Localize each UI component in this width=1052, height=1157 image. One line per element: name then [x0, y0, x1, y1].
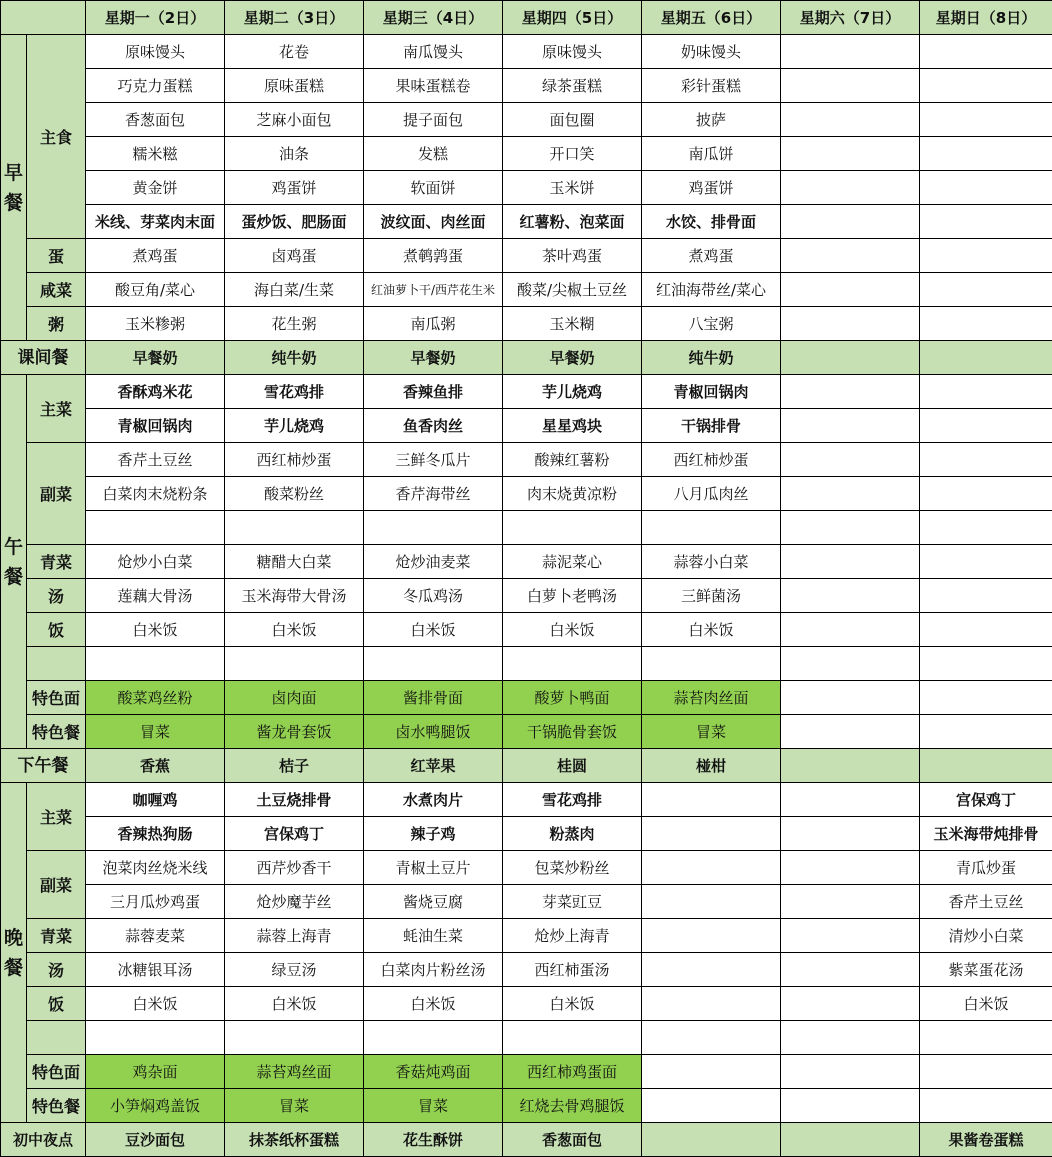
meal-label-snack-pm: 下午餐: [1, 749, 86, 783]
menu-cell: [781, 409, 920, 443]
menu-cell: 三鲜菌汤: [642, 579, 781, 613]
menu-cell: 雪花鸡排: [225, 375, 364, 409]
menu-cell: 原味馒头: [503, 35, 642, 69]
menu-cell: 南瓜馒头: [364, 35, 503, 69]
table-row: [1, 443, 1052, 477]
menu-cell: 巧克力蛋糕: [86, 69, 225, 103]
menu-cell: 香菇炖鸡面: [364, 1055, 503, 1089]
menu-cell: 紫菜蛋花汤: [920, 953, 1052, 987]
menu-cell: 波纹面、肉丝面: [364, 205, 503, 239]
table-row: [1, 579, 1052, 613]
category-label: 青菜: [27, 919, 86, 953]
menu-cell: 玉米糊: [503, 307, 642, 341]
menu-cell: [86, 1021, 225, 1055]
menu-cell: 香芹土豆丝: [920, 885, 1052, 919]
menu-cell: 蒜蓉麦菜: [86, 919, 225, 953]
menu-cell: 蒜苔肉丝面: [642, 681, 781, 715]
menu-cell: 花生粥: [225, 307, 364, 341]
menu-cell: 青椒回锅肉: [86, 409, 225, 443]
menu-cell: 白米饭: [364, 613, 503, 647]
menu-cell: 早餐奶: [364, 341, 503, 375]
table-row: [1, 103, 1052, 137]
category-label: 粥: [27, 307, 86, 341]
menu-cell: 炝炒上海青: [503, 919, 642, 953]
menu-cell: 红油萝卜干/西芹花生米: [364, 273, 503, 307]
day-header: 星期一（2日）: [86, 1, 225, 35]
menu-cell: 卤肉面: [225, 681, 364, 715]
menu-cell: 香辣热狗肠: [86, 817, 225, 851]
menu-cell: 蚝油生菜: [364, 919, 503, 953]
meal-label-breakfast: 早餐: [1, 35, 27, 341]
menu-cell: 八月瓜肉丝: [642, 477, 781, 511]
menu-cell: [781, 35, 920, 69]
menu-cell: 鱼香肉丝: [364, 409, 503, 443]
table-row: [1, 35, 1052, 69]
menu-cell: 早餐奶: [503, 341, 642, 375]
menu-cell: [781, 1055, 920, 1089]
menu-cell: [920, 307, 1052, 341]
menu-cell: 土豆烧排骨: [225, 783, 364, 817]
menu-cell: [920, 443, 1052, 477]
menu-cell: [642, 919, 781, 953]
menu-cell: 雪花鸡排: [503, 783, 642, 817]
day-header: 星期四（5日）: [503, 1, 642, 35]
menu-cell: [642, 1089, 781, 1123]
menu-cell: [920, 749, 1052, 783]
menu-cell: 青椒土豆片: [364, 851, 503, 885]
table-row: [1, 919, 1052, 953]
menu-cell: 芝麻小面包: [225, 103, 364, 137]
table-row: [1, 307, 1052, 341]
menu-cell: [642, 783, 781, 817]
menu-cell: 香酥鸡米花: [86, 375, 225, 409]
menu-cell: [920, 613, 1052, 647]
menu-cell: 辣子鸡: [364, 817, 503, 851]
menu-cell: [781, 205, 920, 239]
menu-cell: 香芹土豆丝: [86, 443, 225, 477]
menu-cell: 冰糖银耳汤: [86, 953, 225, 987]
menu-cell: 煮鹌鹑蛋: [364, 239, 503, 273]
menu-cell: 白菜肉片粉丝汤: [364, 953, 503, 987]
menu-cell: 奶味馒头: [642, 35, 781, 69]
menu-cell: [781, 919, 920, 953]
menu-cell: [920, 273, 1052, 307]
menu-cell: 咖喱鸡: [86, 783, 225, 817]
menu-cell: 米线、芽菜肉末面: [86, 205, 225, 239]
menu-cell: [781, 1089, 920, 1123]
menu-cell: [781, 477, 920, 511]
table-row: [1, 783, 1052, 817]
menu-cell: 冒菜: [642, 715, 781, 749]
meal-label-dinner: 晚餐: [1, 783, 27, 1123]
menu-cell: 粉蒸肉: [503, 817, 642, 851]
menu-cell: 冒菜: [364, 1089, 503, 1123]
menu-cell: 原味蛋糕: [225, 69, 364, 103]
menu-cell: [781, 69, 920, 103]
menu-cell: 西芹炒香干: [225, 851, 364, 885]
menu-cell: [642, 817, 781, 851]
menu-cell: [781, 341, 920, 375]
menu-cell: [86, 511, 225, 545]
menu-cell: [225, 647, 364, 681]
menu-cell: 西红柿炒蛋: [642, 443, 781, 477]
menu-cell: 早餐奶: [86, 341, 225, 375]
menu-cell: 煮鸡蛋: [642, 239, 781, 273]
table-row: [1, 375, 1052, 409]
menu-cell: 冒菜: [86, 715, 225, 749]
menu-cell: 白菜肉末烧粉条: [86, 477, 225, 511]
menu-cell: [781, 239, 920, 273]
menu-cell: 芋儿烧鸡: [503, 375, 642, 409]
menu-cell: 椪柑: [642, 749, 781, 783]
menu-cell: 白米饭: [920, 987, 1052, 1021]
menu-cell: 彩针蛋糕: [642, 69, 781, 103]
menu-cell: 香芹海带丝: [364, 477, 503, 511]
menu-cell: [642, 1021, 781, 1055]
menu-cell: [642, 1055, 781, 1089]
menu-cell: 酸菜粉丝: [225, 477, 364, 511]
table-row: [1, 749, 1052, 783]
table-row: [1, 511, 1052, 545]
meal-label-snack-am: 课间餐: [1, 341, 86, 375]
category-label: 主食: [27, 35, 86, 239]
menu-cell: 酸菜鸡丝粉: [86, 681, 225, 715]
menu-cell: 白萝卜老鸭汤: [503, 579, 642, 613]
table-row: [1, 647, 1052, 681]
menu-cell: [781, 375, 920, 409]
table-row: [1, 885, 1052, 919]
day-header: 星期二（3日）: [225, 1, 364, 35]
menu-cell: 提子面包: [364, 103, 503, 137]
menu-cell: [503, 1021, 642, 1055]
menu-cell: [225, 511, 364, 545]
menu-cell: 酱龙骨套饭: [225, 715, 364, 749]
menu-cell: [920, 1021, 1052, 1055]
menu-cell: 玉米海带大骨汤: [225, 579, 364, 613]
menu-cell: 红薯粉、泡菜面: [503, 205, 642, 239]
menu-cell: 卤水鸭腿饭: [364, 715, 503, 749]
menu-cell: [920, 477, 1052, 511]
menu-cell: [781, 613, 920, 647]
menu-cell: 酸萝卜鸭面: [503, 681, 642, 715]
menu-cell: 包菜炒粉丝: [503, 851, 642, 885]
menu-cell: [781, 851, 920, 885]
menu-cell: [781, 103, 920, 137]
table-row: [1, 681, 1052, 715]
menu-cell: [920, 647, 1052, 681]
menu-cell: 蒜苔鸡丝面: [225, 1055, 364, 1089]
menu-cell: [920, 341, 1052, 375]
menu-cell: 蒜蓉上海青: [225, 919, 364, 953]
menu-cell: [781, 511, 920, 545]
menu-cell: [920, 715, 1052, 749]
menu-cell: [781, 443, 920, 477]
category-label: 饭: [27, 987, 86, 1021]
menu-cell: 炝炒魔芋丝: [225, 885, 364, 919]
table-row: [1, 953, 1052, 987]
menu-cell: [781, 307, 920, 341]
menu-cell: 酸辣红薯粉: [503, 443, 642, 477]
menu-cell: [920, 35, 1052, 69]
table-row: [1, 715, 1052, 749]
menu-cell: [642, 953, 781, 987]
menu-cell: 鸡蛋饼: [642, 171, 781, 205]
menu-cell: 红油海带丝/菜心: [642, 273, 781, 307]
menu-cell: 炝炒小白菜: [86, 545, 225, 579]
menu-cell: 绿豆汤: [225, 953, 364, 987]
menu-cell: [781, 817, 920, 851]
menu-cell: 白米饭: [225, 987, 364, 1021]
menu-cell: 软面饼: [364, 171, 503, 205]
category-label: 副菜: [27, 443, 86, 545]
menu-cell: 小笋焖鸡盖饭: [86, 1089, 225, 1123]
table-row: [1, 239, 1052, 273]
menu-cell: 果酱卷蛋糕: [920, 1123, 1052, 1157]
menu-cell: 绿茶蛋糕: [503, 69, 642, 103]
menu-cell: [781, 1021, 920, 1055]
menu-cell: [781, 715, 920, 749]
menu-cell: [920, 137, 1052, 171]
menu-cell: 糯米糍: [86, 137, 225, 171]
menu-cell: [920, 205, 1052, 239]
menu-cell: [920, 1089, 1052, 1123]
menu-cell: 西红柿鸡蛋面: [503, 1055, 642, 1089]
menu-cell: 南瓜粥: [364, 307, 503, 341]
menu-cell: 花生酥饼: [364, 1123, 503, 1157]
menu-cell: [642, 987, 781, 1021]
day-header: 星期三（4日）: [364, 1, 503, 35]
menu-cell: [781, 1123, 920, 1157]
menu-cell: 海白菜/生菜: [225, 273, 364, 307]
category-label: 特色面: [27, 1055, 86, 1089]
category-label: 主菜: [27, 783, 86, 851]
table-row: [1, 1089, 1052, 1123]
menu-cell: [920, 545, 1052, 579]
menu-cell: [642, 647, 781, 681]
menu-cell: [920, 579, 1052, 613]
menu-cell: 玉米海带炖排骨: [920, 817, 1052, 851]
menu-cell: [920, 69, 1052, 103]
header-row: [1, 1, 1052, 35]
menu-cell: 白米饭: [86, 613, 225, 647]
menu-cell: [781, 273, 920, 307]
menu-cell: 白米饭: [86, 987, 225, 1021]
menu-cell: 白米饭: [642, 613, 781, 647]
menu-cell: 冒菜: [225, 1089, 364, 1123]
menu-cell: 玉米糁粥: [86, 307, 225, 341]
menu-cell: [781, 545, 920, 579]
menu-cell: [364, 1021, 503, 1055]
meal-label-night: 初中夜点: [1, 1123, 86, 1157]
menu-cell: 青瓜炒蛋: [920, 851, 1052, 885]
menu-cell: 卤鸡蛋: [225, 239, 364, 273]
menu-cell: [781, 987, 920, 1021]
menu-cell: 宫保鸡丁: [225, 817, 364, 851]
table-row: [1, 545, 1052, 579]
category-label: 蛋: [27, 239, 86, 273]
menu-cell: 黄金饼: [86, 171, 225, 205]
day-header: 星期五（6日）: [642, 1, 781, 35]
menu-cell: 八宝粥: [642, 307, 781, 341]
menu-cell: 蒜蓉小白菜: [642, 545, 781, 579]
menu-cell: [920, 239, 1052, 273]
menu-cell: [920, 1055, 1052, 1089]
menu-cell: 蛋炒饭、肥肠面: [225, 205, 364, 239]
menu-cell: [364, 647, 503, 681]
menu-cell: 发糕: [364, 137, 503, 171]
menu-cell: [781, 885, 920, 919]
menu-cell: 香葱面包: [86, 103, 225, 137]
menu-cell: [920, 681, 1052, 715]
menu-cell: 肉末烧黄凉粉: [503, 477, 642, 511]
menu-cell: [920, 511, 1052, 545]
menu-cell: 莲藕大骨汤: [86, 579, 225, 613]
menu-cell: 白米饭: [503, 613, 642, 647]
menu-cell: [642, 1123, 781, 1157]
table-row: [1, 409, 1052, 443]
menu-cell: 玉米饼: [503, 171, 642, 205]
menu-cell: 芋儿烧鸡: [225, 409, 364, 443]
menu-cell: [781, 137, 920, 171]
menu-cell: 青椒回锅肉: [642, 375, 781, 409]
category-label: 特色面: [27, 681, 86, 715]
menu-cell: [642, 851, 781, 885]
menu-cell: 花卷: [225, 35, 364, 69]
menu-cell: 干锅排骨: [642, 409, 781, 443]
menu-cell: [920, 103, 1052, 137]
menu-cell: 香蕉: [86, 749, 225, 783]
menu-cell: [781, 749, 920, 783]
menu-cell: 西红柿炒蛋: [225, 443, 364, 477]
menu-cell: 果味蛋糕卷: [364, 69, 503, 103]
menu-cell: 酱烧豆腐: [364, 885, 503, 919]
meal-label-lunch: 午餐: [1, 375, 27, 749]
category-label: 汤: [27, 953, 86, 987]
menu-cell: 水煮肉片: [364, 783, 503, 817]
table-row: [1, 341, 1052, 375]
table-row: [1, 851, 1052, 885]
menu-cell: 酸菜/尖椒土豆丝: [503, 273, 642, 307]
category-label: 咸菜: [27, 273, 86, 307]
menu-cell: 三月瓜炒鸡蛋: [86, 885, 225, 919]
menu-cell: 煮鸡蛋: [86, 239, 225, 273]
table-row: [1, 205, 1052, 239]
menu-cell: [781, 681, 920, 715]
menu-cell: 干锅脆骨套饭: [503, 715, 642, 749]
category-label: 副菜: [27, 851, 86, 919]
menu-cell: [781, 647, 920, 681]
menu-cell: [920, 171, 1052, 205]
menu-cell: 蒜泥菜心: [503, 545, 642, 579]
menu-cell: 清炒小白菜: [920, 919, 1052, 953]
menu-cell: 桂圆: [503, 749, 642, 783]
menu-cell: 原味馒头: [86, 35, 225, 69]
menu-cell: 水饺、排骨面: [642, 205, 781, 239]
menu-cell: [86, 647, 225, 681]
menu-cell: 茶叶鸡蛋: [503, 239, 642, 273]
table-row: [1, 1123, 1052, 1157]
menu-cell: 酸豆角/菜心: [86, 273, 225, 307]
table-row: [1, 477, 1052, 511]
category-label: [27, 1021, 86, 1055]
menu-cell: [503, 511, 642, 545]
menu-cell: [781, 579, 920, 613]
menu-cell: [364, 511, 503, 545]
menu-cell: [781, 783, 920, 817]
menu-cell: [781, 953, 920, 987]
menu-cell: 三鲜冬瓜片: [364, 443, 503, 477]
category-label: 特色餐: [27, 715, 86, 749]
day-header: 星期六（7日）: [781, 1, 920, 35]
category-label: [27, 647, 86, 681]
menu-cell: 披萨: [642, 103, 781, 137]
menu-cell: 纯牛奶: [225, 341, 364, 375]
table-row: [1, 1055, 1052, 1089]
menu-cell: 西红柿蛋汤: [503, 953, 642, 987]
menu-cell: 泡菜肉丝烧米线: [86, 851, 225, 885]
table-row: [1, 987, 1052, 1021]
menu-cell: 炝炒油麦菜: [364, 545, 503, 579]
menu-cell: 红苹果: [364, 749, 503, 783]
table-row: [1, 69, 1052, 103]
table-row: [1, 137, 1052, 171]
table-row: [1, 1021, 1052, 1055]
category-label: 青菜: [27, 545, 86, 579]
table-row: [1, 817, 1052, 851]
menu-cell: 宫保鸡丁: [920, 783, 1052, 817]
category-label: 特色餐: [27, 1089, 86, 1123]
menu-cell: 红烧去骨鸡腿饭: [503, 1089, 642, 1123]
menu-cell: 鸡蛋饼: [225, 171, 364, 205]
category-label: 饭: [27, 613, 86, 647]
menu-cell: 酱排骨面: [364, 681, 503, 715]
category-label: 主菜: [27, 375, 86, 443]
menu-cell: [920, 375, 1052, 409]
menu-cell: 星星鸡块: [503, 409, 642, 443]
table-row: [1, 613, 1052, 647]
menu-cell: 豆沙面包: [86, 1123, 225, 1157]
table-row: [1, 171, 1052, 205]
table-row: [1, 273, 1052, 307]
menu-cell: 白米饭: [503, 987, 642, 1021]
menu-cell: [225, 1021, 364, 1055]
menu-cell: 糖醋大白菜: [225, 545, 364, 579]
corner-cell: [1, 1, 86, 35]
menu-cell: [920, 409, 1052, 443]
menu-cell: 香辣鱼排: [364, 375, 503, 409]
menu-cell: [503, 647, 642, 681]
menu-cell: 鸡杂面: [86, 1055, 225, 1089]
menu-cell: 纯牛奶: [642, 341, 781, 375]
menu-cell: [642, 511, 781, 545]
category-label: 汤: [27, 579, 86, 613]
menu-cell: [642, 885, 781, 919]
menu-cell: 开口笑: [503, 137, 642, 171]
menu-cell: 白米饭: [364, 987, 503, 1021]
menu-cell: 白米饭: [225, 613, 364, 647]
day-header: 星期日（8日）: [920, 1, 1052, 35]
menu-cell: 芽菜豇豆: [503, 885, 642, 919]
menu-cell: 桔子: [225, 749, 364, 783]
menu-cell: 冬瓜鸡汤: [364, 579, 503, 613]
menu-cell: 南瓜饼: [642, 137, 781, 171]
menu-cell: 抹茶纸杯蛋糕: [225, 1123, 364, 1157]
menu-cell: [781, 171, 920, 205]
menu-cell: 香葱面包: [503, 1123, 642, 1157]
menu-cell: 面包圈: [503, 103, 642, 137]
menu-cell: 油条: [225, 137, 364, 171]
